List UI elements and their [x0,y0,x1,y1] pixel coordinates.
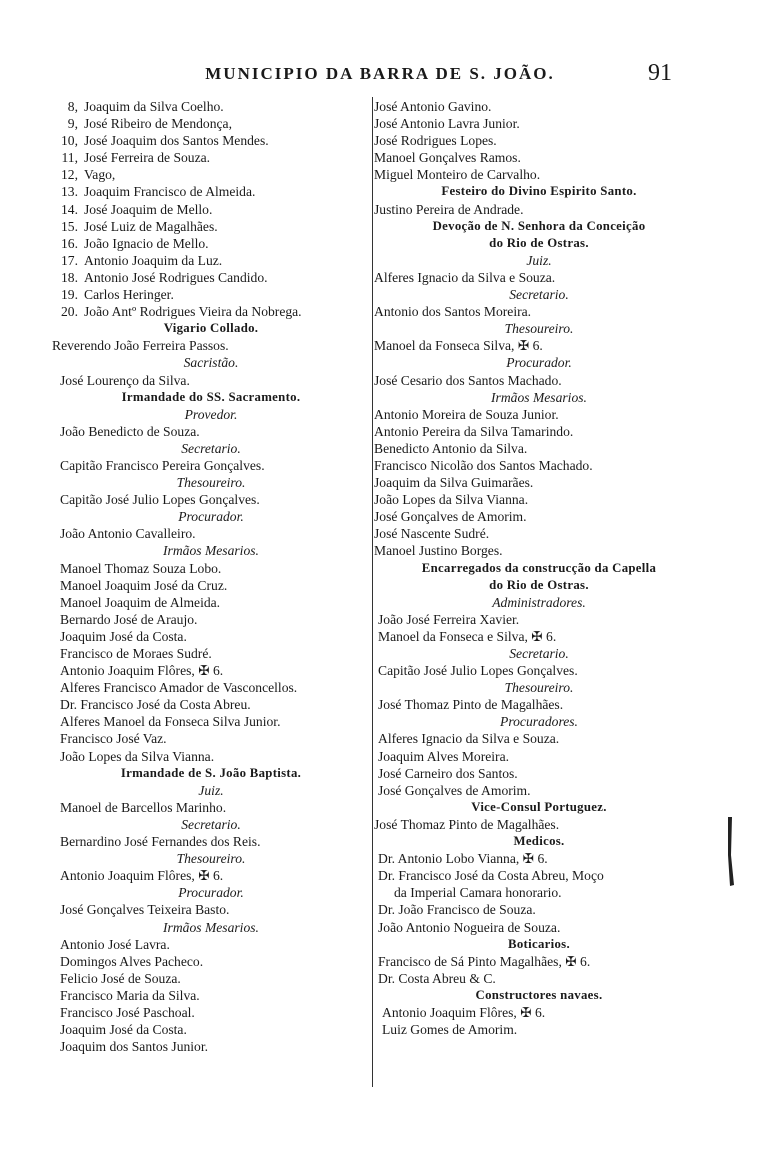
entry: Francisco José Paschoal. [60,1004,195,1020]
entry: José Carneiro dos Santos. [378,765,518,781]
entry: Alferes Ignacio da Silva e Souza. [378,731,560,747]
numbered-entry [52,286,370,303]
entry-number: 20. [61,304,78,320]
entry: Joaquim dos Santos Junior. [60,1039,209,1055]
page-number: 91 [648,60,672,86]
entry: Manoel da Fonseca Silva, ✠ 6. [374,338,543,354]
entry: Miguel Monteiro de Carvalho. [374,167,541,183]
entry-name: José Ribeiro de Mendonça, [84,116,232,132]
entry: Luiz Gomes de Amorim. [382,1022,518,1038]
entry: Dr. Francisco José da Costa Abreu. [60,697,251,713]
entry: José Nascente Sudré. [374,526,490,542]
column-divider [372,97,373,1087]
entry-name: José Joaquim dos Santos Mendes. [84,133,269,149]
entry-number: 14. [61,201,78,217]
numbered-entry [52,303,370,320]
section-heading: Irmandade de S. João Baptista. [120,765,302,780]
entry: Manoel Joaquim de Almeida. [60,594,221,610]
numbered-entry [52,183,370,200]
numbered-entry [52,98,370,115]
entry: Justino Pereira de Andrade. [374,201,524,217]
entry: Antonio Pereira da Silva Tamarindo. [374,423,574,439]
role-label: Sacristão. [183,355,239,371]
numbered-entry [52,269,370,286]
right-column [374,98,704,1038]
entry-name: José Luiz de Magalhães. [84,218,218,234]
entry-number: 17. [61,252,78,268]
entry: José Thomaz Pinto de Magalhães. [378,697,564,713]
section-heading: Irmandade do SS. Sacramento. [121,389,301,404]
entry: Antonio dos Santos Moreira. [374,304,532,320]
section-heading: Festeiro do Divino Espirito Santo. [441,184,637,199]
entry: Dr. Antonio Lobo Vianna, ✠ 6. [378,851,548,867]
left-column [52,98,370,1055]
numbered-entry [52,149,370,166]
entry-number: 9, [67,116,78,132]
entry: da Imperial Camara honorario. [394,885,562,901]
entry: Francisco de Sá Pinto Magalhães, ✠ 6. [378,953,591,969]
section-heading: Devoção de N. Senhora da Conceição [432,218,646,233]
entry: João Antonio Nogueira de Souza. [378,919,561,935]
section-heading: Vice-Consul Portuguez. [471,799,607,814]
entry: José Gonçalves de Amorim. [378,782,531,798]
mesarios-list [52,936,370,1056]
entry-number: 8, [67,99,78,114]
role-label: Thesoureiro. [176,475,246,491]
entry: Domingos Alves Pacheco. [60,953,204,969]
entry: Antonio Joaquim Flôres, ✠ 6. [60,868,224,884]
entry: João Lopes da Silva Vianna. [374,492,529,508]
entry-name: José Joaquim de Mello. [84,201,213,217]
entry: Francisco Nicolão dos Santos Machado. [374,457,593,473]
role-label: Secretario. [509,646,569,661]
entry: Alferes Ignacio da Silva e Souza. [374,269,556,285]
entry-number: 11, [61,150,78,166]
role-label: Procuradores. [500,714,578,730]
entry: João José Ferreira Xavier. [378,611,520,627]
entry: Manoel da Fonseca e Silva, ✠ 6. [378,628,557,644]
entry-number: 18. [61,269,78,285]
role-label: Thesoureiro. [176,851,246,867]
entry: João Benedicto de Souza. [60,423,200,439]
entry: José Antonio Gavino. [374,99,492,114]
role-label: Procurador. [178,885,244,901]
entry-name: Joaquim da Silva Coelho. [84,99,224,114]
entry: Antonio José Lavra. [60,936,170,952]
section-heading: do Rio de Ostras. [489,235,589,250]
entry: Dr. João Francisco de Souza. [378,902,536,918]
numbered-entry [52,218,370,235]
entry: Joaquim José da Costa. [60,628,187,644]
margin-mark [725,815,735,887]
procuradores-list [374,730,704,798]
entry: Dr. Francisco José da Costa Abreu, Moço [378,868,604,884]
entry: Joaquim da Silva Guimarães. [374,475,534,491]
role-label: Administradores. [492,594,586,610]
entry: Alferes Francisco Amador de Vasconcellos. [60,680,298,696]
section-heading: Medicos. [513,834,565,849]
numbered-entry [52,252,370,269]
entry: Capitão José Julio Lopes Gonçalves. [378,663,578,679]
entry: João Antonio Cavalleiro. [60,526,196,542]
entry-name: João Ignacio de Mello. [84,235,209,251]
numbered-entry [52,132,370,149]
entry-number: 15. [61,218,78,234]
entry: José Rodrigues Lopes. [374,133,497,149]
section-heading: Boticarios. [508,936,570,951]
admins-list [374,611,704,645]
entry-name: Antonio José Rodrigues Candido. [84,269,268,285]
numbered-entry [52,115,370,132]
entry: Antonio Moreira de Souza Junior. [374,406,559,422]
entry: José Thomaz Pinto de Magalhães. [374,816,560,832]
entry: José Gonçalves de Amorim. [374,509,527,525]
entry: Antonio Joaquim Flôres, ✠ 6. [382,1004,546,1020]
entry-number: 10, [61,133,78,149]
entry-name: José Ferreira de Souza. [84,150,211,166]
entry: José Cesario dos Santos Machado. [374,372,562,388]
role-label: Procurador. [178,509,244,525]
role-label: Irmãos Mesarios. [163,543,259,559]
entry: José Antonio Lavra Junior. [374,116,520,132]
numbered-entry [52,201,370,218]
entry-name: Antonio Joaquim da Luz. [84,252,223,268]
entry: José Lourenço da Silva. [60,372,190,388]
role-label: Procurador. [506,355,572,371]
mesarios-list [374,406,704,560]
entry-number: 12, [61,167,78,183]
entry: Francisco de Moraes Sudré. [60,646,212,661]
entry: Manoel Justino Borges. [374,543,503,559]
entry-number: 16. [61,235,78,251]
section-heading: do Rio de Ostras. [489,577,589,592]
entry-name: João Antº Rodrigues Vieira da Nobrega. [84,304,302,320]
entry: Joaquim Alves Moreira. [378,748,510,764]
entry: Capitão Francisco Pereira Gonçalves. [60,457,265,473]
entry: Manoel de Barcellos Marinho. [60,799,227,815]
entry: Bernardino José Fernandes dos Reis. [60,834,261,850]
entry: Bernardo José de Araujo. [60,611,198,627]
entry: Reverendo João Ferreira Passos. [52,338,229,354]
entry: João Lopes da Silva Vianna. [60,748,215,764]
section-heading: Encarregados da construcção da Capella [421,560,657,575]
entry-name: Joaquim Francisco de Almeida. [84,184,256,200]
entry-name: Carlos Heringer. [84,287,174,303]
role-label: Thesoureiro. [504,680,574,696]
entry: Manoel Gonçalves Ramos. [374,150,521,166]
role-label: Secretario. [509,287,569,303]
entry: Francisco José Vaz. [60,731,167,747]
mesarios-list [52,560,370,765]
entry-number: 13. [61,184,78,200]
role-label: Irmãos Mesarios. [491,389,587,405]
numbered-entry [52,235,370,252]
entry: Capitão José Julio Lopes Gonçalves. [60,492,260,508]
role-label: Secretario. [181,816,241,832]
entry-number: 19. [61,287,78,303]
role-label: Secretario. [181,440,241,456]
entry: Alferes Manoel da Fonseca Silva Junior. [60,714,281,730]
role-label: Irmãos Mesarios. [163,919,259,935]
entry: Joaquim José da Costa. [60,1022,187,1038]
page-header: MUNICIPIO DA BARRA DE S. JOÃO. [205,64,555,83]
entry: Manoel Thomaz Souza Lobo. [60,560,222,576]
entry: Dr. Costa Abreu & C. [378,970,496,986]
council-list [52,98,370,320]
continued-list [374,98,704,183]
entry: Francisco Maria da Silva. [60,987,200,1003]
role-label: Juiz. [526,252,552,268]
role-label: Provedor. [184,406,238,422]
entry: Manoel Joaquim José da Cruz. [60,577,228,593]
entry-name: Vago, [84,167,116,183]
section-heading: Vigario Collado. [163,321,259,336]
numbered-entry [52,166,370,183]
entry: José Gonçalves Teixeira Basto. [60,902,230,918]
entry: Antonio Joaquim Flôres, ✠ 6. [60,663,224,679]
role-label: Juiz. [198,782,224,798]
role-label: Thesoureiro. [504,321,574,337]
entry: Felicio José de Souza. [60,970,181,986]
entry: Benedicto Antonio da Silva. [374,440,528,456]
section-heading: Constructores navaes. [475,987,603,1002]
